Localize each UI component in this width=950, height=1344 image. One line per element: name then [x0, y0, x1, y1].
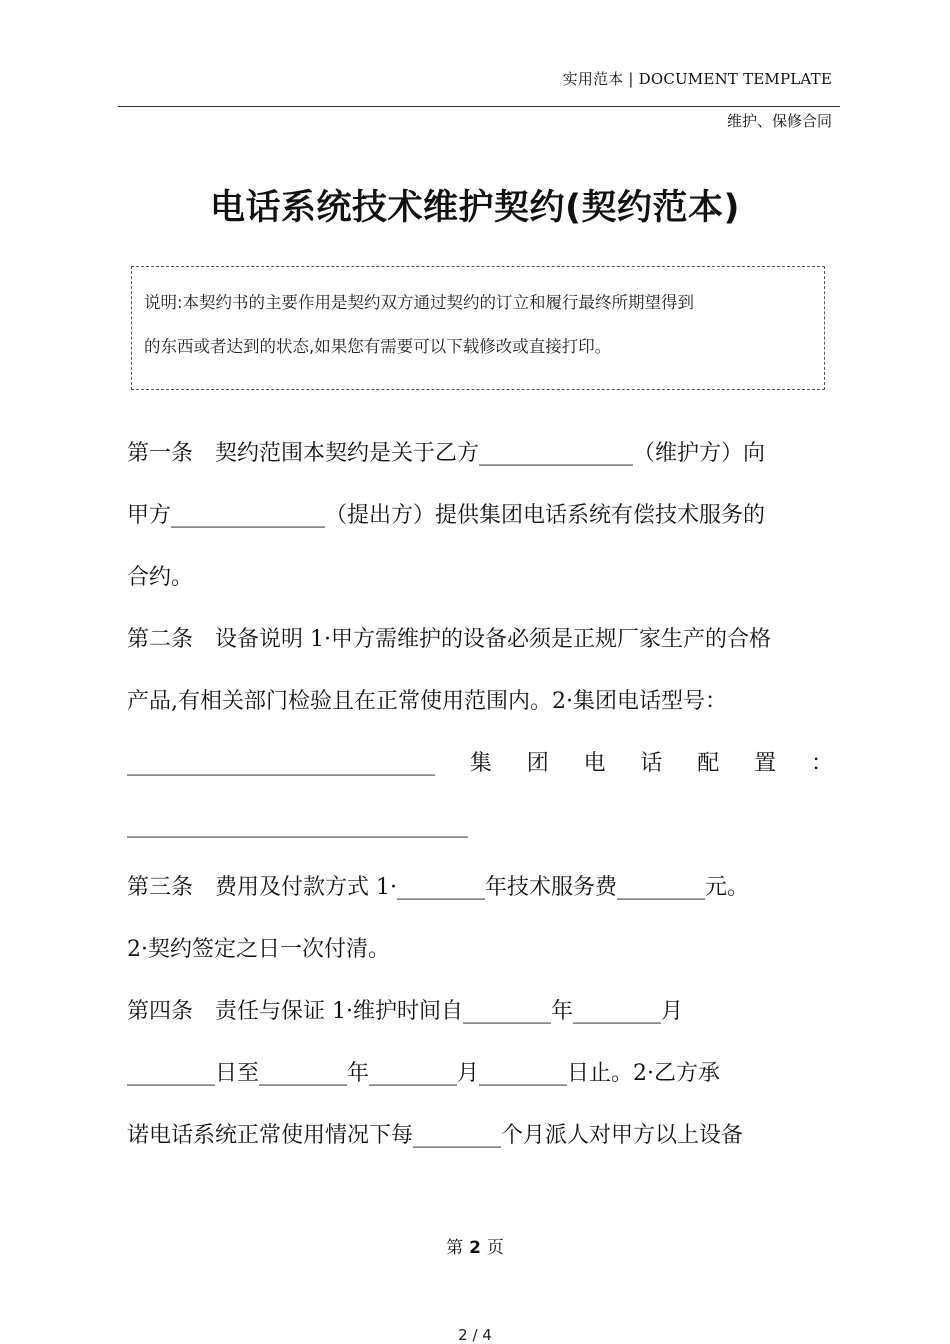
article-line: _______________________________	[127, 813, 468, 838]
note-box	[131, 266, 825, 390]
page-number: 2	[469, 1238, 481, 1258]
note-line: 说明:本契约书的主要作用是契约双方通过契约的订立和履行最终所期望得到	[144, 293, 695, 312]
page-prefix: 第	[446, 1238, 464, 1258]
article-line: 诺电话系统正常使用情况下每________个月派人对甲方以上设备	[127, 1123, 744, 1148]
note-line: 的东西或者达到的状态,如果您有需要可以下载修改或直接打印。	[144, 337, 612, 356]
article-line: 第三条 费用及付款方式 1·________年技术服务费________元。	[127, 875, 749, 900]
article-line: 第一条 契约范围本契约是关于乙方______________（维护方）向	[127, 441, 766, 466]
article-line: 合约。	[127, 565, 194, 590]
page-count: 2 / 4	[458, 1326, 492, 1344]
header-divider	[118, 106, 840, 107]
article-line: 第二条 设备说明 1·甲方需维护的设备必须是正规厂家生产的合格	[127, 627, 771, 652]
document-title: 电话系统技术维护契约(契约范本)	[210, 188, 740, 228]
contract-body	[127, 423, 833, 1167]
article-line: ________日至________年________月________日止。2·乙方承	[127, 1061, 720, 1086]
header-category: 维护、保修合同	[726, 112, 832, 130]
page-label	[0, 1233, 950, 1258]
article-line: 2·契约签定之日一次付清。	[127, 937, 390, 962]
page-suffix: 页	[486, 1238, 504, 1258]
header-brand: 实用范本 | DOCUMENT TEMPLATE	[562, 70, 832, 88]
article-line: ____________________________ 集 团 电 话 配 置 ：	[127, 751, 833, 776]
article-line: 第四条 责任与保证 1·维护时间自________年________月	[127, 999, 683, 1024]
article-line: 甲方______________（提出方）提供集团电话系统有偿技术服务的	[127, 503, 766, 528]
article-line: 产品,有相关部门检验且在正常使用范围内。2·集团电话型号：	[127, 689, 727, 714]
